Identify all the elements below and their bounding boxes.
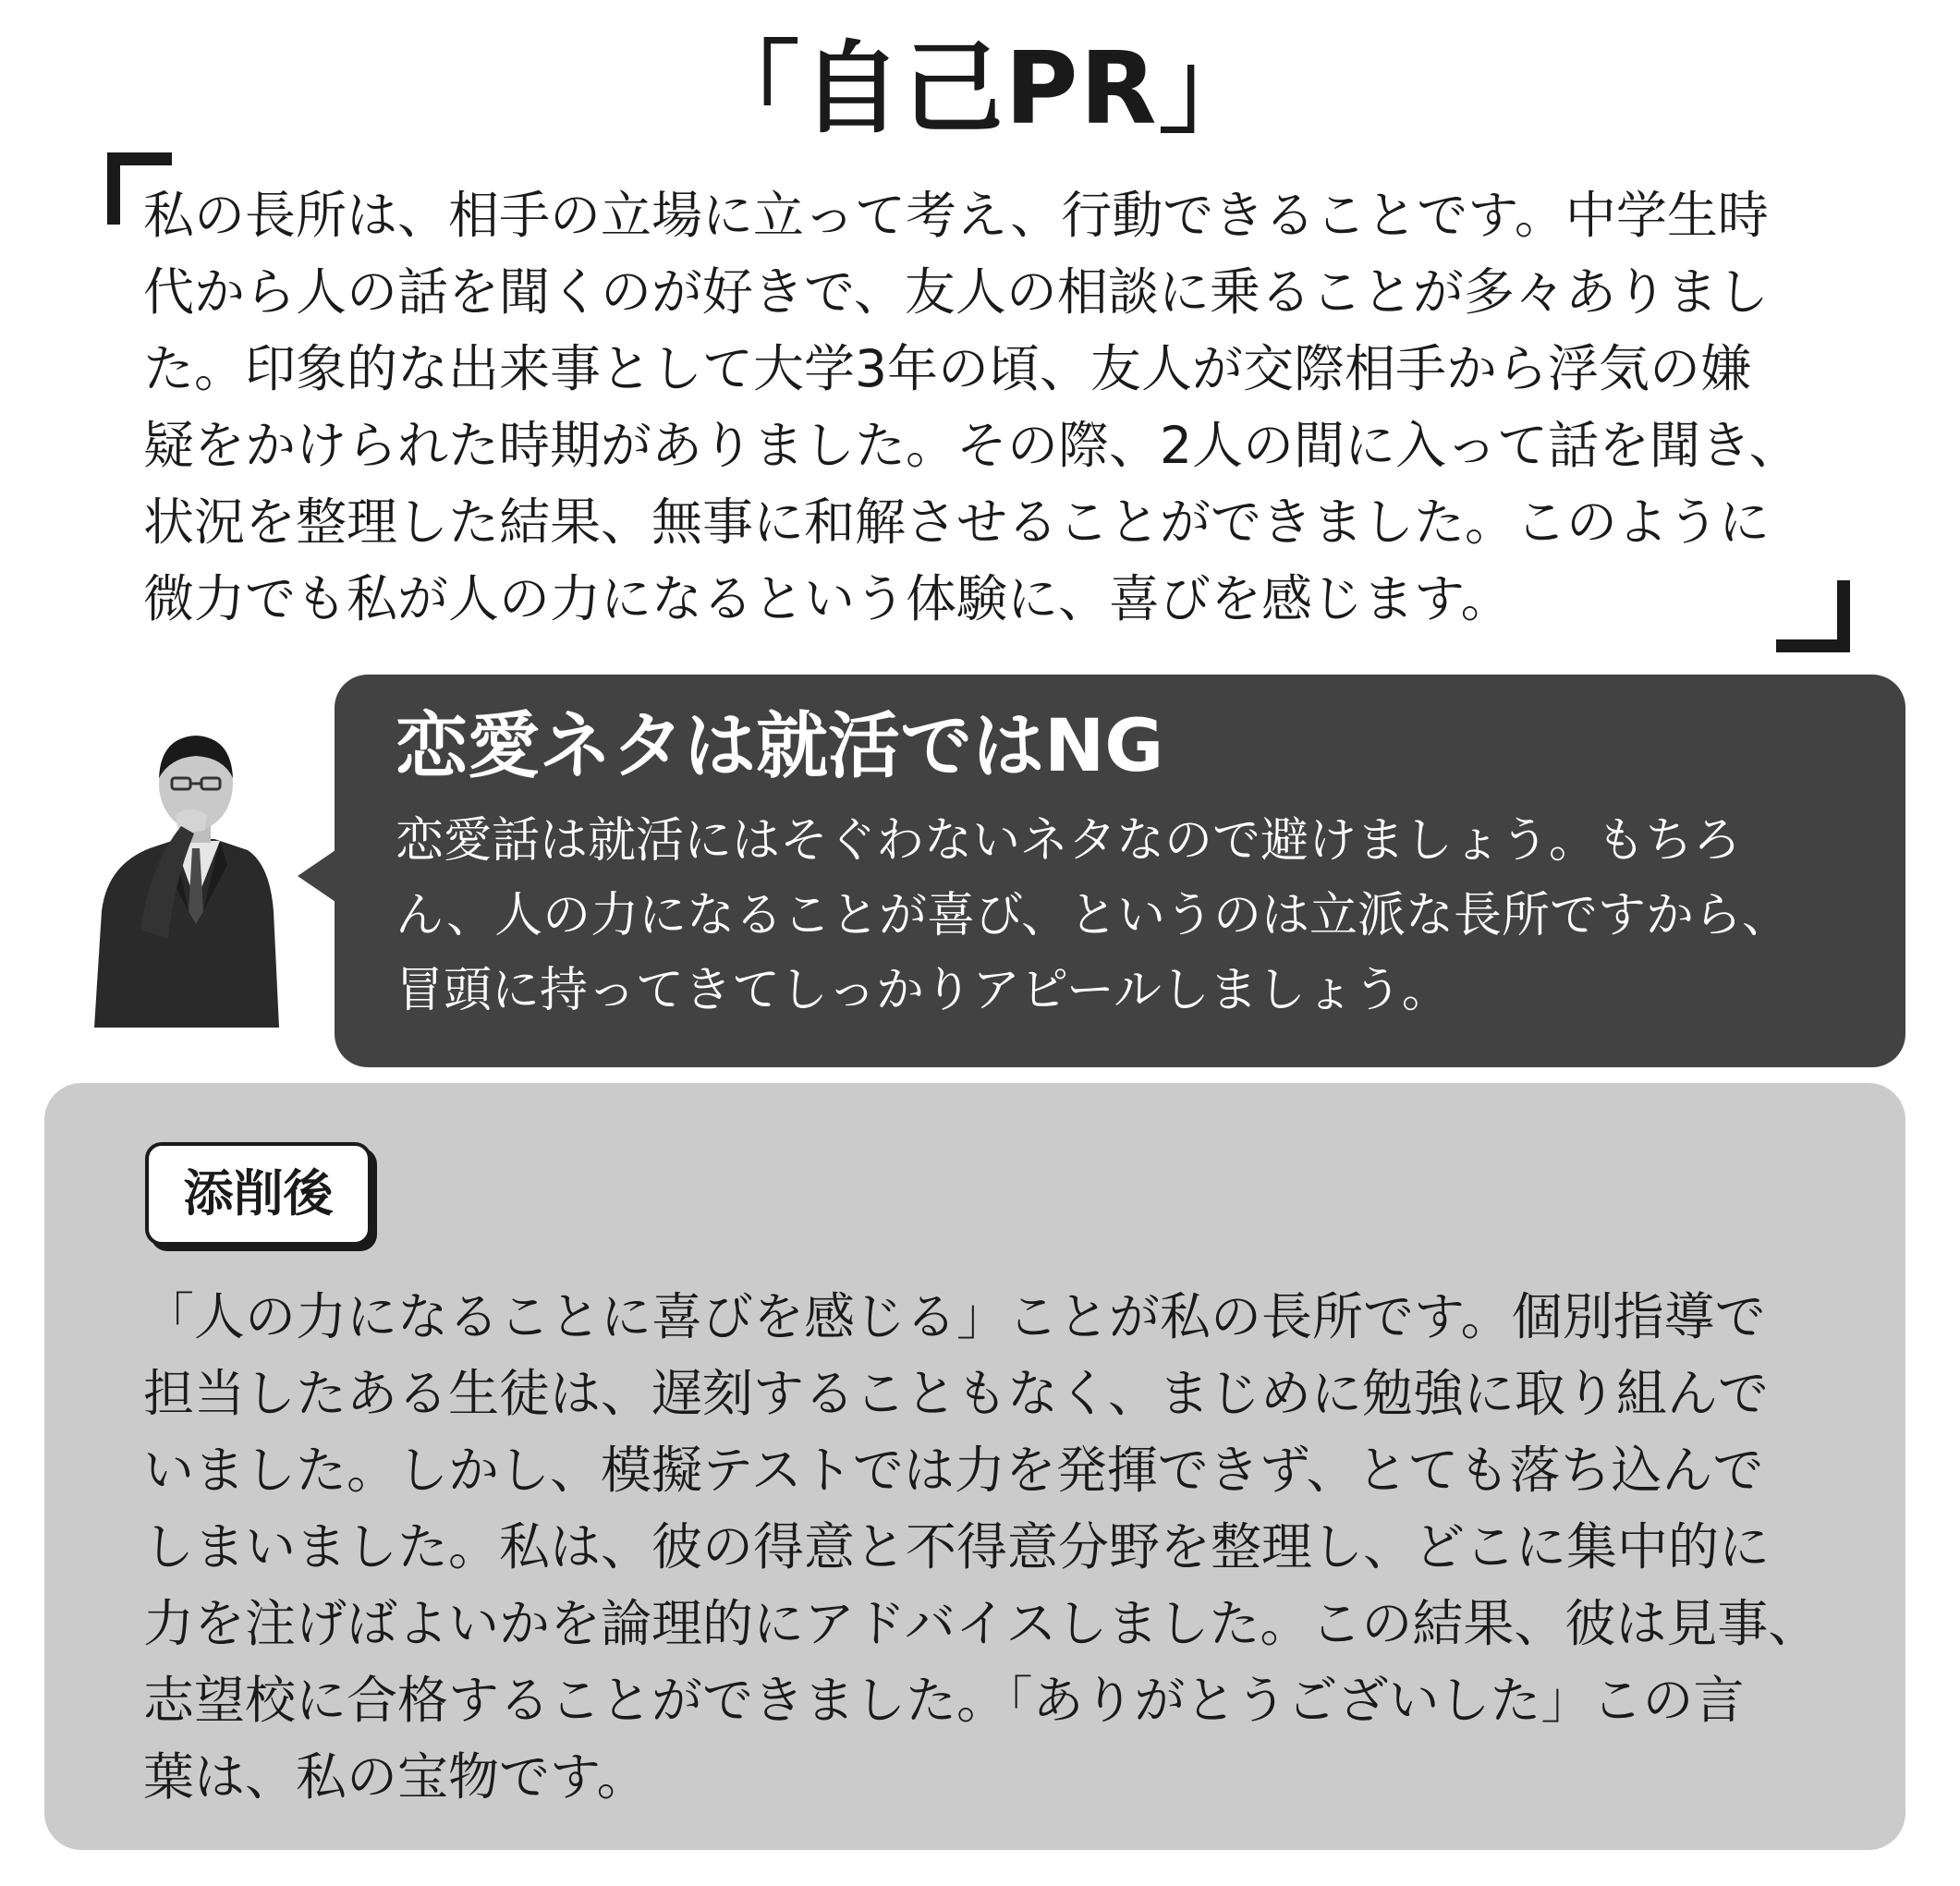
close-corner-bracket <box>1776 580 1850 652</box>
advice-line: 恋愛話は就活にはそぐわないネタなので避けましょう。もちろ <box>396 812 1742 869</box>
revised-label: 添削後 <box>145 1142 371 1246</box>
revised-pr-line: 葉は、私の宝物です。 <box>143 1747 648 1807</box>
advice-heading: 恋愛ネタは就活ではNG <box>396 705 1164 788</box>
advice-body <box>396 804 1850 1028</box>
revised-pr-text <box>143 1279 1834 1816</box>
original-pr-line: 私の長所は、相手の立場に立って考え、行動できることです。中学生時 <box>143 186 1769 245</box>
revised-pr-line: 力を注げばよいかを論理的にアドバイスしました。この結果、彼は見事、 <box>143 1594 1820 1653</box>
original-pr-line: た。印象的な出来事として大学3年の頃、友人が交際相手から浮気の嫌 <box>143 339 1751 398</box>
advice-line: 冒頭に持ってきてしっかりアピールしましょう。 <box>396 962 1450 1018</box>
original-pr-line: 微力でも私が人の力になるという体験に、喜びを感じます。 <box>143 569 1512 628</box>
revised-pr-line: 「人の力になることに喜びを感じる」ことが私の長所です。個別指導で <box>143 1287 1766 1346</box>
original-pr-text <box>143 177 1816 638</box>
advice-speech-bubble <box>335 675 1905 1067</box>
revised-pr-line: 担当したある生徒は、遅刻することもなく、まじめに勉強に取り組んで <box>143 1364 1769 1423</box>
revised-pr-line: いました。しかし、模擬テストでは力を発揮できず、とても落ち込んで <box>143 1441 1764 1500</box>
speech-bubble-tail <box>298 848 338 904</box>
advisor-photo <box>85 726 279 1028</box>
page-title: 「自己PR」 <box>700 31 1260 147</box>
original-pr-line: 代から人の話を聞くのが好きで、友人の相談に乗ることが多々ありまし <box>143 262 1769 322</box>
original-pr-line: 状況を整理した結果、無事に和解させることができました。このように <box>143 493 1771 552</box>
revised-pr-line: しまいました。私は、彼の得意と不得意分野を整理し、どこに集中的に <box>143 1517 1771 1576</box>
original-pr-line: 疑をかけられた時期がありました。その際、2人の間に入って話を聞き、 <box>143 416 1800 475</box>
advice-line: ん、人の力になることが喜び、というのは立派な長所ですから、 <box>396 887 1791 943</box>
revised-pr-line: 志望校に合格することができました。「ありがとうございした」この言 <box>143 1671 1745 1730</box>
